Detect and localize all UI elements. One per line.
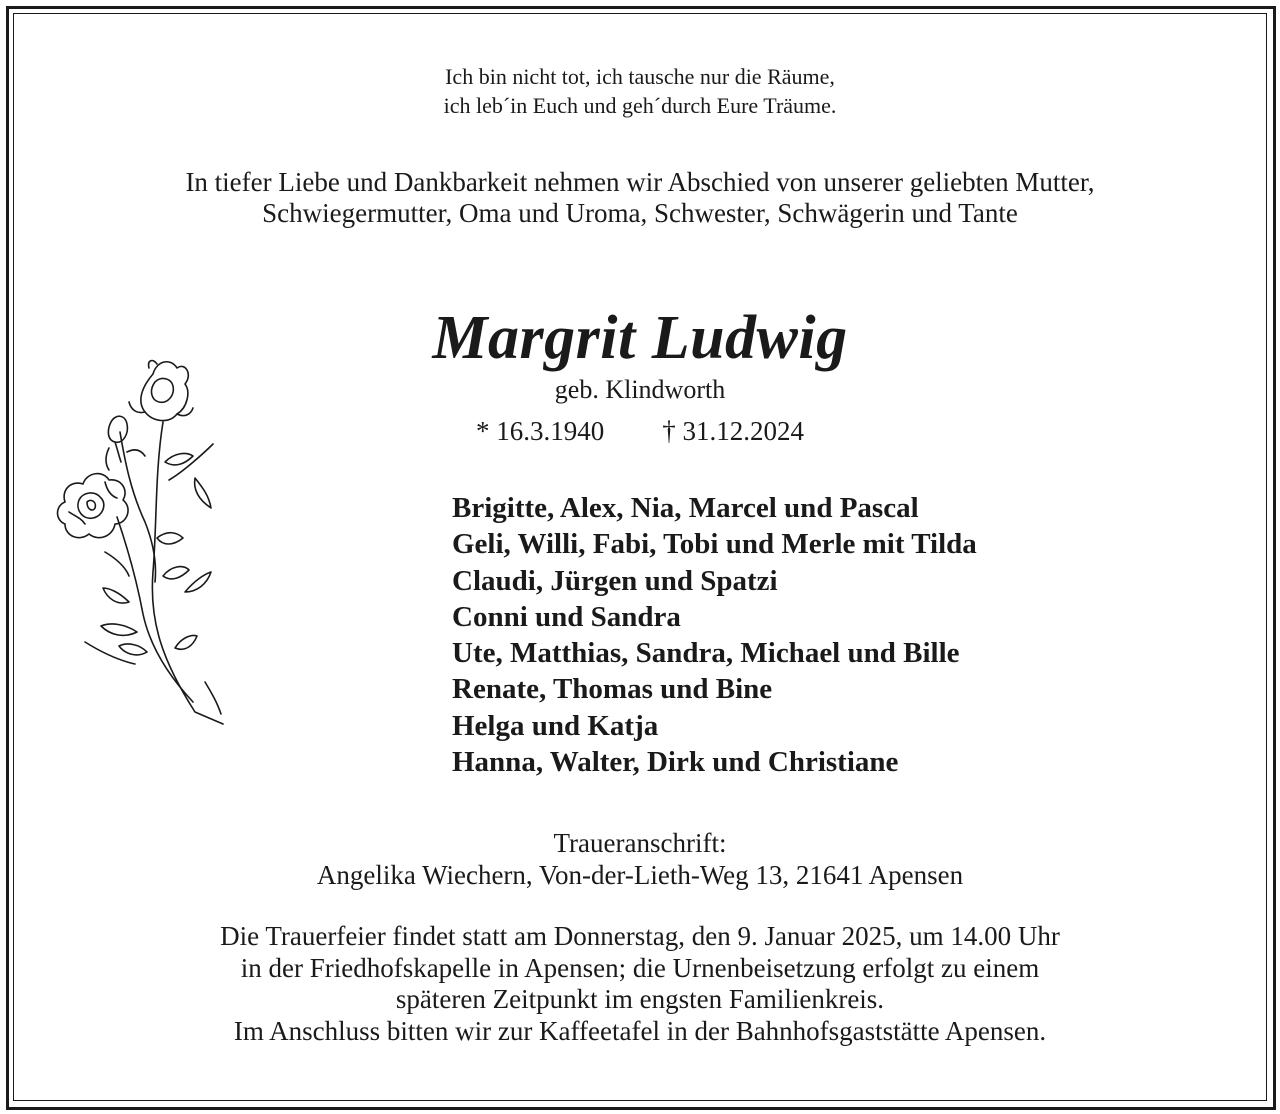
family-line: Claudi, Jürgen und Spatzi: [452, 564, 778, 597]
intro-line: Schwiegermutter, Oma und Uroma, Schwester, Schwägerin und Tante: [262, 198, 1018, 228]
family-line: Geli, Willi, Fabi, Tobi und Merle mit Tilda: [452, 528, 977, 561]
mourning-address: [0, 827, 1280, 891]
deceased-name: Margrit Ludwig: [432, 304, 848, 372]
ceremony-line: Die Trauerfeier findet statt am Donnerstag, den 9. Januar 2025, um 14.00 Uhr: [220, 921, 1060, 951]
rose-illustration-icon: [45, 352, 235, 737]
quote-block: [0, 62, 1280, 120]
family-line: Ute, Matthias, Sandra, Michael und Bille: [452, 637, 960, 670]
address-value: Angelika Wiechern, Von-der-Lieth-Weg 13, 21641 Apensen: [316, 860, 964, 890]
quote-line: Ich bin nicht tot, ich tausche nur die Räume,: [445, 64, 835, 89]
family-line: Conni und Sandra: [452, 600, 681, 633]
family-list: [452, 490, 977, 780]
family-line: Helga und Katja: [452, 709, 659, 742]
birth-name: geb. Klindworth: [554, 375, 726, 404]
ceremony-line: späteren Zeitpunkt im engsten Familienkreis.: [395, 984, 885, 1014]
intro-line: In tiefer Liebe und Dankbarkeit nehmen wir Abschied von unserer geliebten Mutter,: [185, 167, 1095, 197]
ceremony-info: [0, 921, 1280, 1047]
family-line: Brigitte, Alex, Nia, Marcel und Pascal: [452, 492, 919, 524]
death-date: † 31.12.2024: [662, 416, 804, 446]
birth-date: * 16.3.1940: [476, 416, 605, 446]
ceremony-line: in der Friedhofskapelle in Apensen; die Urnenbeisetzung erfolgt zu einem: [240, 952, 1040, 983]
ceremony-line: Im Anschluss bitten wir zur Kaffeetafel in der Bahnhofsgaststätte Apensen.: [233, 1015, 1047, 1046]
address-label: Traueranschrift:: [553, 828, 727, 858]
quote-line: ich leb´in Euch und geh´durch Eure Träume.: [443, 93, 837, 118]
intro-block: [0, 167, 1280, 229]
family-line: Renate, Thomas und Bine: [452, 673, 773, 706]
family-line: Hanna, Walter, Dirk und Christiane: [452, 746, 899, 779]
